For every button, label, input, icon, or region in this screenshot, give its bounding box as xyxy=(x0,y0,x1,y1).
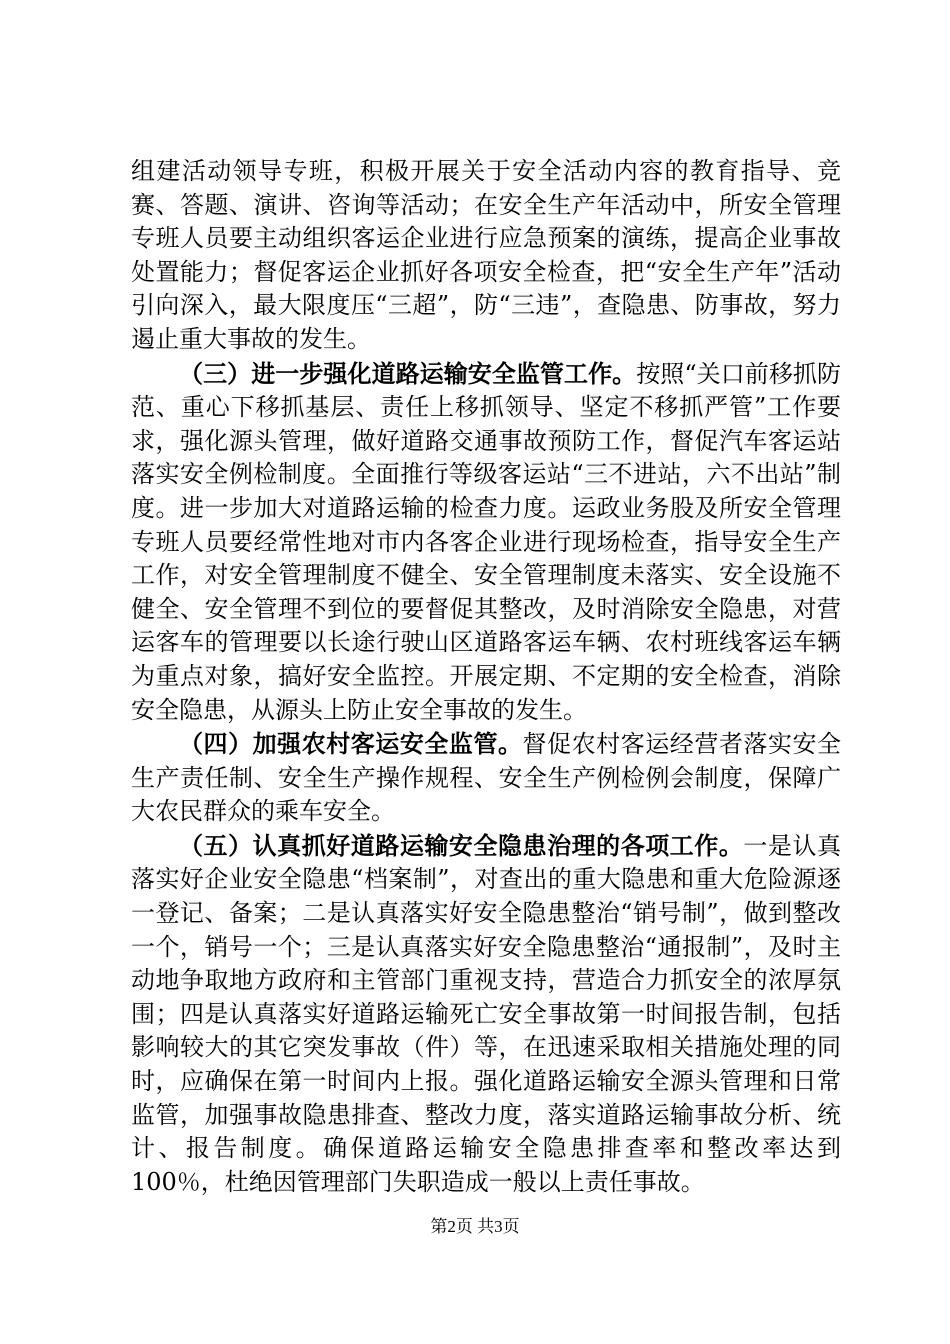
paragraph-text: 按照“关口前移抓防范、重心下移抓基层、责任上移抓领导、坚定不移抓严管”工作要求，强化源头管理，做好道路交通事故预防工作，督促汽车客运站落实安全例检制度。全面推行等级客运站“三不进站，六不出站”制度。进一步加大对道路运输的检查力度。运政业务股及所安全管理专班人员要经常性地对市内各客企业进行现场检查，指导安全生产工作，对安全管理制度不健全、安全管理制度未落实、安全设施不健全、安全管理不到位的要督促其整改，及时消除安全隐患，对营运客车的管理要以长途行驶山区道路客运车辆、农村班线客运车辆为重点对象，搞好安全监控。开展定期、不定期的安全检查，消除安全隐患，从源头上防止安全事故的发生。 xyxy=(131,359,841,724)
section-heading: （四）加强农村客运安全监管。 xyxy=(179,729,523,759)
document-body xyxy=(131,155,841,1199)
paragraph-section-5 xyxy=(131,829,841,1200)
paragraph-section-3 xyxy=(131,357,841,728)
paragraph-text: 一是认真落实好企业安全隐患“档案制”，对查出的重大隐患和重大危险源逐一登记、备案；二是认真落实好安全隐患整治“销号制”，做到整改一个，销号一个；三是认真落实好安全隐患整治“通报制”，及时主动地争取地方政府和主管部门重视支持，营造合力抓安全的浓厚氛围；四是认真落实好道路运输死亡安全事故第一时间报告制，包括影响较大的其它突发事故（件）等，在迅速采取相关措施处理的同时，应确保在第一时间内上报。强化道路运输安全源头管理和日常监管，加强事故隐患排查、整改力度，落实道路运输事故分析、统计、报告制度。确保道路运输安全隐患排查率和整改率达到100％，杜绝因管理部门失职造成一般以上责任事故。 xyxy=(131,831,842,1196)
section-heading: （五）认真抓好道路运输安全隐患治理的各项工作。 xyxy=(179,830,744,860)
paragraph-text: 督促农村客运经营者落实安全生产责任制、安全生产操作规程、安全生产例检例会制度，保障广大农民群众的乘车安全。 xyxy=(131,730,842,826)
paragraph-continuation xyxy=(131,155,841,357)
section-heading: （三）进一步强化道路运输安全监管工作。 xyxy=(179,358,637,388)
paragraph-section-4 xyxy=(131,727,841,829)
page-number-footer: 第2页 共3页 xyxy=(430,1217,520,1236)
paragraph-text: 组建活动领导专班，积极开展关于安全活动内容的教育指导、竞赛、答题、演讲、咨询等活动；在安全生产年活动中，所安全管理专班人员要主动组织客运企业进行应急预案的演练，提高企业事故处置能力；督促客运企业抓好各项安全检查，把“安全生产年”活动引向深入，最大限度压“三超”，防“三违”，查隐患、防事故，努力遏止重大事故的发生。 xyxy=(131,157,841,353)
